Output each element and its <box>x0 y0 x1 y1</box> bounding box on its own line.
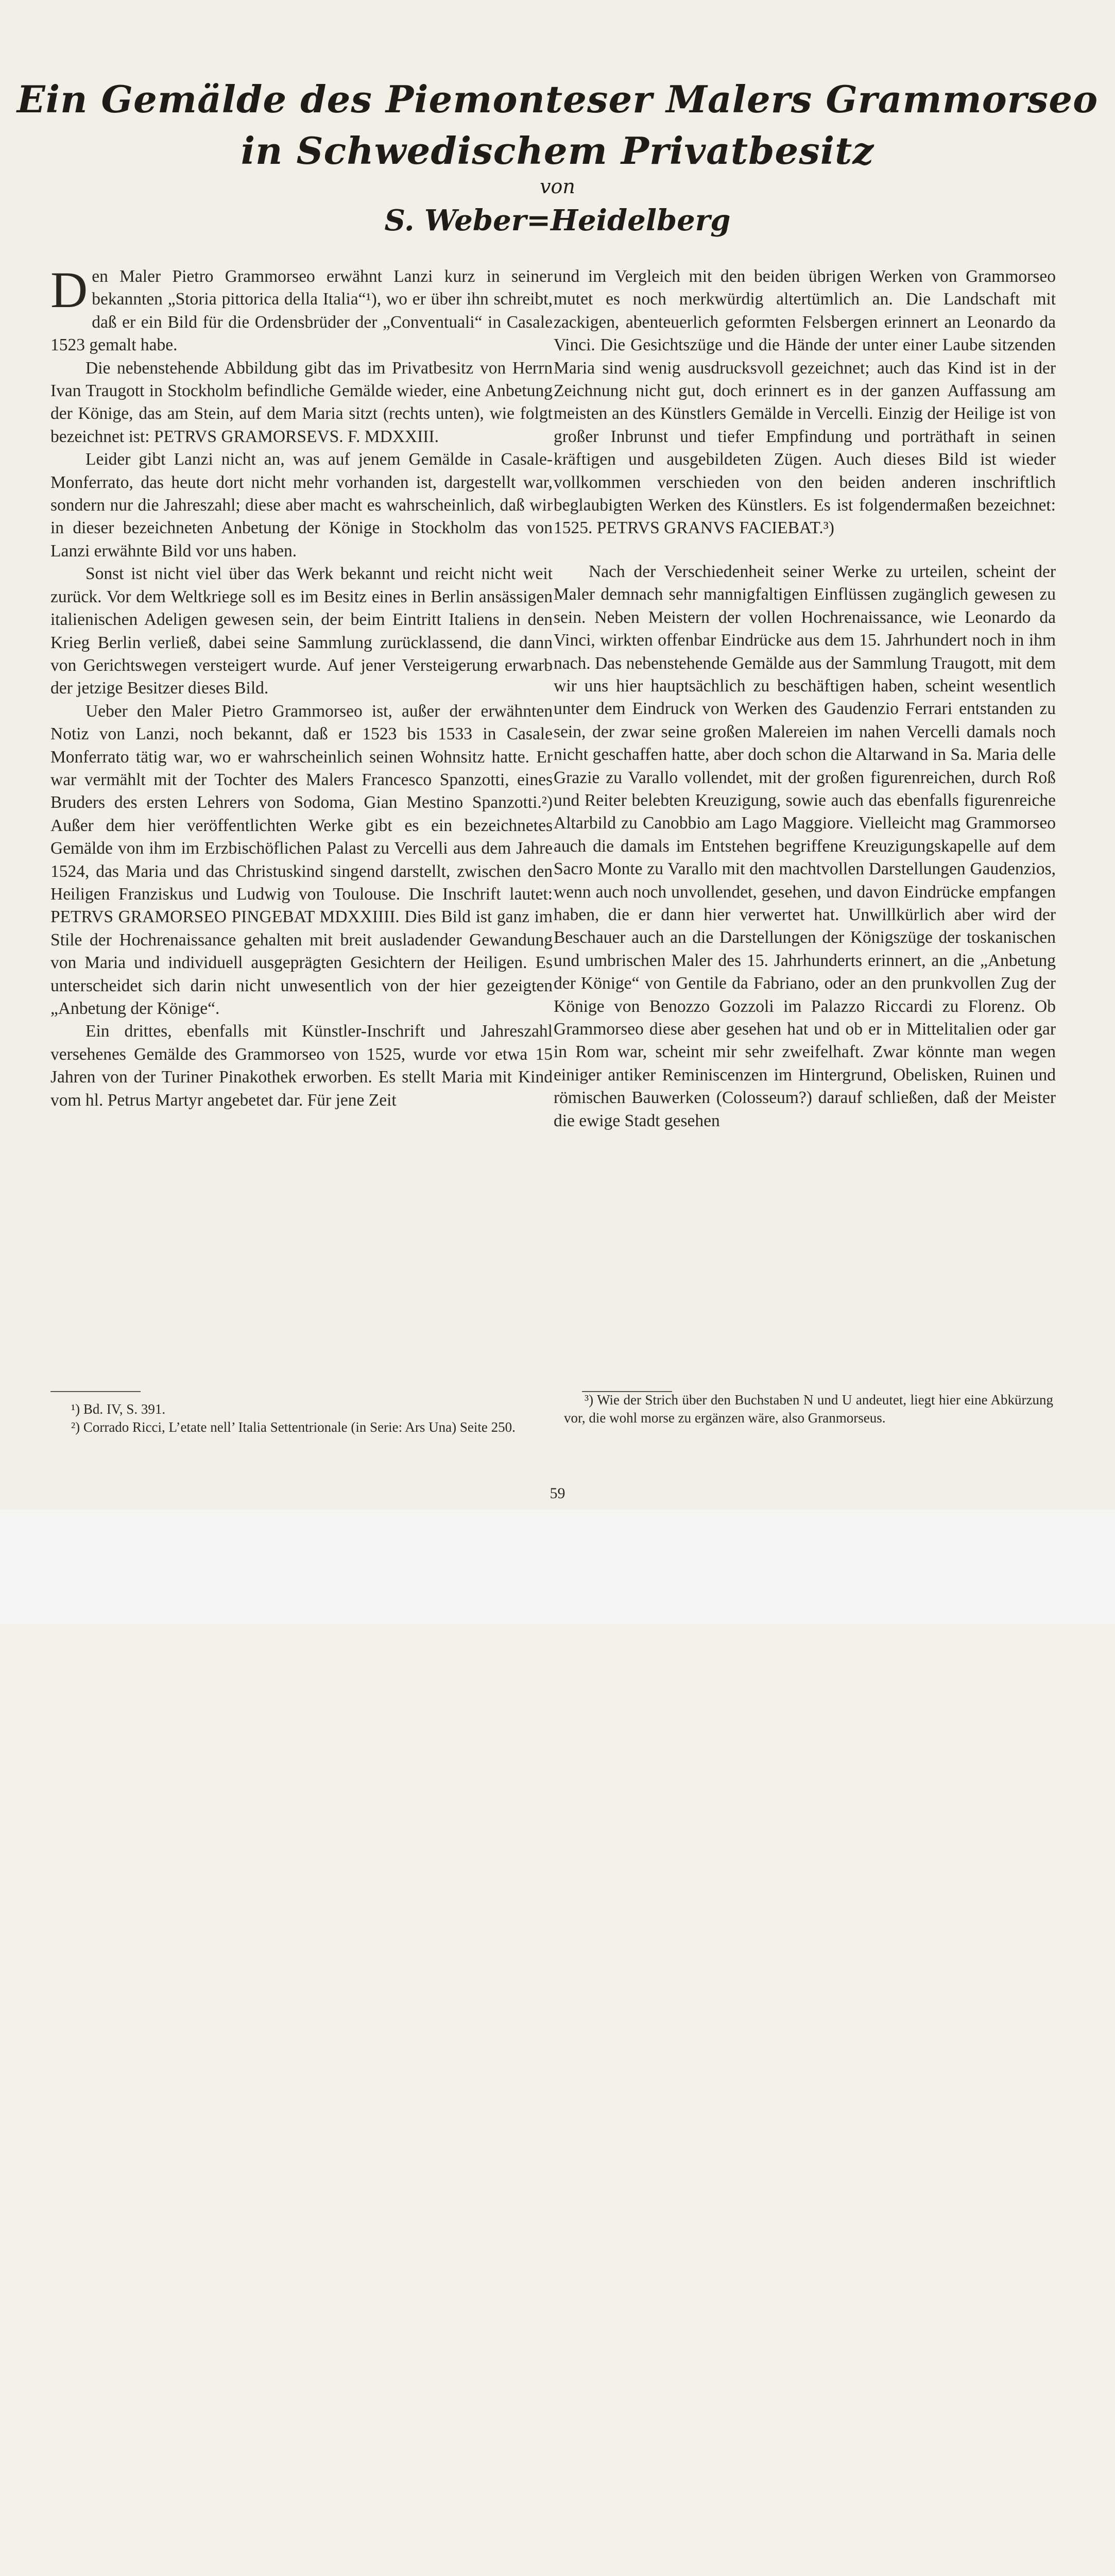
byline-von: von <box>540 175 575 198</box>
footnote-3: ³) Wie der Strich über den Buchstaben N und U andeutet, liegt hier eine Abkürzung vor, die wohl morse zu ergänzen wäre, also Granmorseus. <box>564 1392 1053 1426</box>
footnotes-right <box>564 1391 1053 1427</box>
paragraph: Nach der Verschiedenheit seiner Werke zu urteilen, scheint der Maler demnach sehr mannigfaltigen Einflüssen zugänglich gewesen zu sein. Neben Meistern der vollen Hochrenaissance, wie Leonardo da Vinci, wirkten offenbar Eindrücke aus dem 15. Jahrhundert noch in ihm nach. Das nebenstehende Gemälde aus der Sammlung Traugott, mit dem wir uns hier hauptsächlich zu beschäftigen haben, scheint wesentlich unter dem Eindruck von Werken des Gaudenzio Ferrari entstanden zu sein, der zwar seine großen Malereien im nahen Vercelli damals noch nicht geschaffen hatte, aber doch schon die Altarwand in Sa. Maria delle Grazie zu Varallo vollendet, mit der großen figurenreichen, durch Roß und Reiter belebten Kreuzigung, sowie auch das ebenfalls figurenreiche Altarbild zu Canobbio am Lago Maggiore. Vielleicht mag Grammorseo auch die damals im Entstehen begriffene Kreuzigungskapelle auf dem Sacro Monte zu Varallo mit den machtvollen Darstellungen Gaudenzios, wenn auch noch unvollendet, gesehen, und davon Eindrücke empfangen haben, die er dann hier verwertet hat. Unwillkürlich aber wird der Beschauer auch an die Darstellungen der Königszüge der toskanischen und umbrischen Maler des 15. Jahrhunderts erinnert, an die „Anbetung der Könige“ von Gentile da Fabriano, oder an den prunkvollen Zug der Könige von Benozzo Gozzoli im Palazzo Riccardi zu Florenz. Ob Grammorseo diese aber gesehen hat und ob er in Mittelitalien oder gar in Rom war, scheint mir sehr zweifelhaft. Zwar könnte man wegen einiger antiker Reminiscenzen im Hintergrund, Obelisken, Ruinen und römischen Bauwerken (Colosseum?) darauf schließen, daß der Meister die ewige Stadt gesehen <box>554 562 1056 1130</box>
article-title-line-1: Ein Gemälde des Piemonteser Malers Grammorseo <box>16 77 1099 121</box>
paragraph: Ein drittes, ebenfalls mit Künstler-Inschrift und Jahreszahl versehenes Gemälde des Grammorseo von 1525, wurde vor etwa 15 Jahren von der Turiner Pinakothek erworben. Es stellt Maria mit Kind vom hl. Petrus Martyr angebetet dar. Für jene Zeit <box>50 1022 553 1110</box>
left-column <box>50 261 553 1112</box>
page-number: 59 <box>550 1485 565 1502</box>
author-name: S. Weber=Heidelberg <box>384 204 731 238</box>
viewer-footer <box>0 1510 1115 1624</box>
paragraph-text: en Maler Pietro Grammorseo erwähnt Lanzi kurz in seiner bekannten „Storia pittorica della Italia“¹), wo er über ihn schreibt, daß er ein Bild für die Ordensbrüder der „Conventuali“ in Casale 1523 gemalt habe. <box>50 267 553 355</box>
paragraph: Sonst ist nicht viel über das Werk bekannt und reicht nicht weit zurück. Vor dem Weltkriege soll es im Besitz eines in Berlin ansässigen italienischen Adeligen gewesen sein, der beim Eintritt Italiens in den Krieg Berlin verließ, dabei seine Sammlung zurücklassend, die dann von Gerichtswegen versteigert wurde. Auf jener Versteigerung erwarb der jetzige Besitzer dieses Bild. <box>50 564 553 698</box>
paragraph: Leider gibt Lanzi nicht an, was auf jenem Gemälde in Casale-Monferrato, das heute dort nicht mehr vorhanden ist, dargestellt war, sondern nur die Jahreszahl; diese aber macht es wahrscheinlich, daß wir in dieser bezeichneten Anbetung der Könige in Stockholm das von Lanzi erwähnte Bild vor uns haben. <box>50 450 553 561</box>
footnote-rule-left <box>50 1391 141 1392</box>
paragraph: Die nebenstehende Abbildung gibt das im Privatbesitz von Herrn Ivan Traugott in Stockholm befindliche Gemälde wieder, eine Anbetung der Könige, das am Stein, auf dem Maria sitzt (rechts unten), wie folgt bezeichnet ist: PETRVS GRAMORSEVS. F. MDXXIII. <box>50 358 553 446</box>
drop-cap: D <box>50 261 88 318</box>
footnote-1: ¹) Bd. IV, S. 391. <box>71 1401 166 1417</box>
right-column <box>554 265 1056 1132</box>
paragraph <box>50 261 553 357</box>
paragraph: Ueber den Maler Pietro Grammorseo ist, außer der erwähnten Notiz von Lanzi, noch bekannt, daß er 1523 bis 1533 in Casale Monferrato tätig war, wo er wahrscheinlich seinen Wohnsitz hatte. Er war vermählt mit der Tochter des Malers Francesco Spanzotti, eines Bruders des ersten Lehrers von Sodoma, Gian Mestino Spanzotti.²) Außer dem hier veröffentlichten Werke gibt es ein bezeichnetes Gemälde von ihm im Erzbischöflichen Palast zu Vercelli aus dem Jahre 1524, das Maria und das Christuskind singend darstellt, zwischen den Heiligen Franziskus und Ludwig von Toulouse. Die Inschrift lautet: PETRVS GRAMORSEO PINGEBAT MDXXIIII. Dies Bild ist ganz im Stile der Hochrenaissance gehalten mit breit ausladender Gewandung von Maria und individuell ausgeprägten Gesichtern der Heiligen. Es unterscheidet sich darin nicht unwesentlich von der hier gezeigten „Anbetung der Könige“. <box>50 701 553 1018</box>
footnotes-left <box>50 1400 535 1436</box>
article-title-line-2: in Schwedischem Privatbesitz <box>241 129 874 173</box>
footnote-2: ²) Corrado Ricci, L’etate nell’ Italia Settentrionale (in Serie: Ars Una) Seite 250. <box>71 1419 516 1435</box>
paragraph: und im Vergleich mit den beiden übrigen Werken von Grammorseo mutet es noch merkwürdig altertümlich an. Die Landschaft mit zackigen, abenteuerlich geformten Felsbergen erinnert an Leonardo da Vinci. Die Gesichtszüge und die Hände der unter einer Laube sitzenden Maria sind wenig ausdrucksvoll gezeichnet; auch das Kind ist in der Zeichnung nicht gut, doch erinnert es in der ganzen Auffassung am meisten an des Künstlers Gemälde in Vercelli. Einzig der Heilige ist von großer Inbrunst und tiefer Empfindung und porträthaft in seinen kräftigen und ausgebildeten Zügen. Auch dieses Bild ist wieder vollkommen verschieden von den beiden anderen inschriftlich beglaubigten Werken des Künstlers. Es ist folgendermaßen bezeichnet: 1525. PETRVS GRANVS FACIEBAT.³) <box>554 267 1056 538</box>
